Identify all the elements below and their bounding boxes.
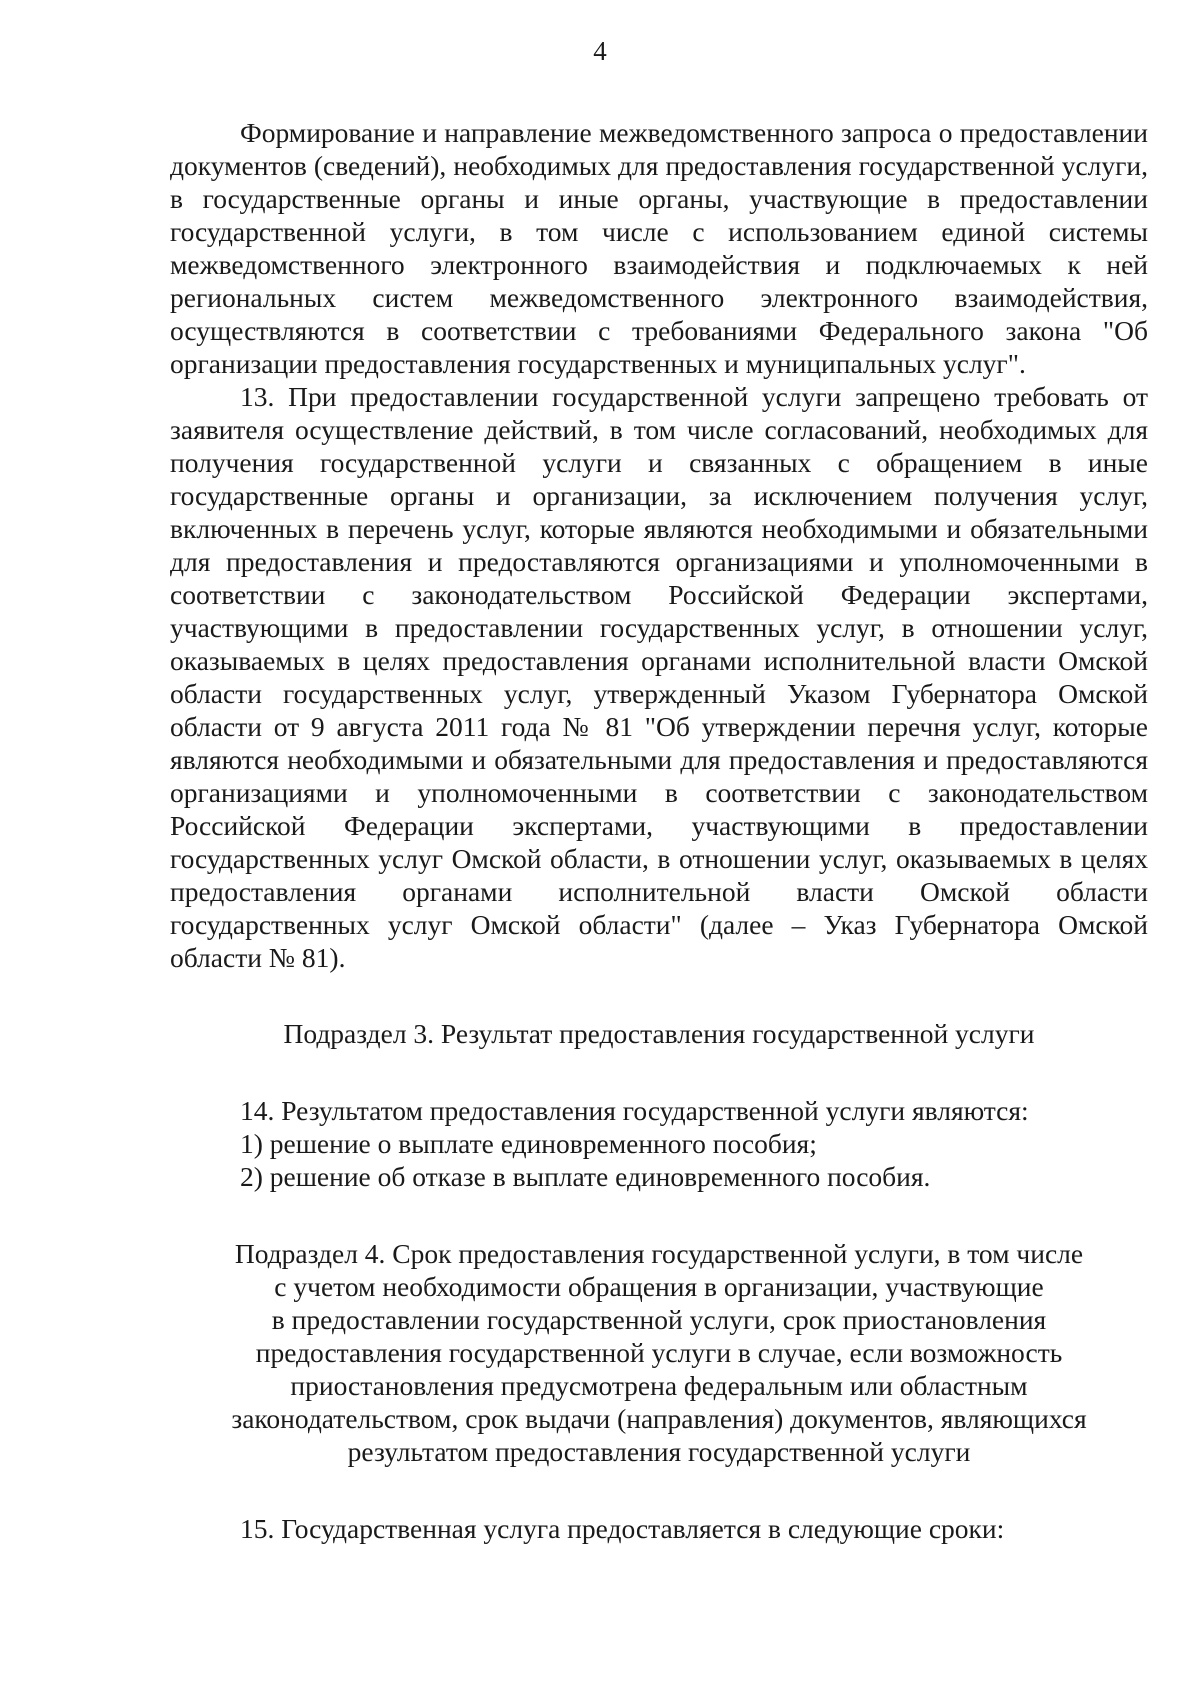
- subsection-4-heading-line: с учетом необходимости обращения в организации, участвующие: [274, 1271, 1044, 1302]
- paragraph-interagency-request: Формирование и направление межведомственного запроса о предоставлении документов (сведений), необходимых для предоставления государственной услуги, в государственные органы и иные органы, участвующие в предоставлении государственной услуги, в том числе с использованием единой системы межведомственного электронного взаимодействия и подключаемых к ней региональных систем межведомственного электронного взаимодействия, осуществляются в соответствии с требованиями Федерального закона "Об организации предоставления государственных и муниципальных услуг".: [170, 117, 1148, 379]
- subsection-4-heading-line: результатом предоставления государственной услуги: [347, 1436, 971, 1467]
- subsection-4-heading-line: приостановления предусмотрена федеральным или областным: [290, 1370, 1028, 1401]
- subsection-3-heading: Подраздел 3. Результат предоставления государственной услуги: [283, 1018, 1035, 1049]
- document-body: [170, 116, 1148, 1545]
- item-14: 14. Результатом предоставления государственной услуги являются:: [240, 1095, 1029, 1126]
- page-number: 4: [593, 36, 607, 66]
- subsection-4-heading-line: законодательством, срок выдачи (направления) документов, являющихся: [231, 1403, 1087, 1434]
- subsection-4-heading-line: Подраздел 4. Срок предоставления государственной услуги, в том числе: [234, 1238, 1084, 1269]
- item-14-list: [170, 1094, 1148, 1193]
- subsection-4-heading-line: предоставления государственной услуги в случае, если возможность: [255, 1337, 1063, 1368]
- item-14-subitem-1: 1) решение о выплате единовременного пособия;: [240, 1128, 817, 1159]
- subsection-4-heading-line: в предоставлении государственной услуги, срок приостановления: [271, 1304, 1047, 1335]
- item-14-subitem-2: 2) решение об отказе в выплате единовременного пособия.: [240, 1161, 931, 1192]
- subsection-4-heading: [170, 1237, 1148, 1468]
- item-15: 15. Государственная услуга предоставляется в следующие сроки:: [240, 1513, 1005, 1544]
- paragraph-13: 13. При предоставлении государственной услуги запрещено требовать от заявителя осуществление действий, в том числе согласований, необходимых для получения государственной услуги и связанных с обращением в иные государственные органы и организации, за исключением получения услуг, включенных в перечень услуг, которые являются необходимыми и обязательными для предоставления и предоставляются организациями и уполномоченными в соответствии с законодательством Российской Федерации экспертами, участвующими в предоставлении государственных услуг, в отношении услуг, оказываемых в целях предоставления органами исполнительной власти Омской области государственных услуг, утвержденный Указом Губернатора Омской области от 9 августа 2011 года № 81 "Об утверждении перечня услуг, которые являются необходимыми и обязательными для предоставления и предоставляются организациями и уполномоченными в соответствии с законодательством Российской Федерации экспертами, участвующими в предоставлении государственных услуг Омской области, в отношении услуг, оказываемых в целях предоставления органами исполнительной власти Омской области государственных услуг Омской области" (далее – Указ Губернатора Омской области № 81).: [170, 381, 1148, 973]
